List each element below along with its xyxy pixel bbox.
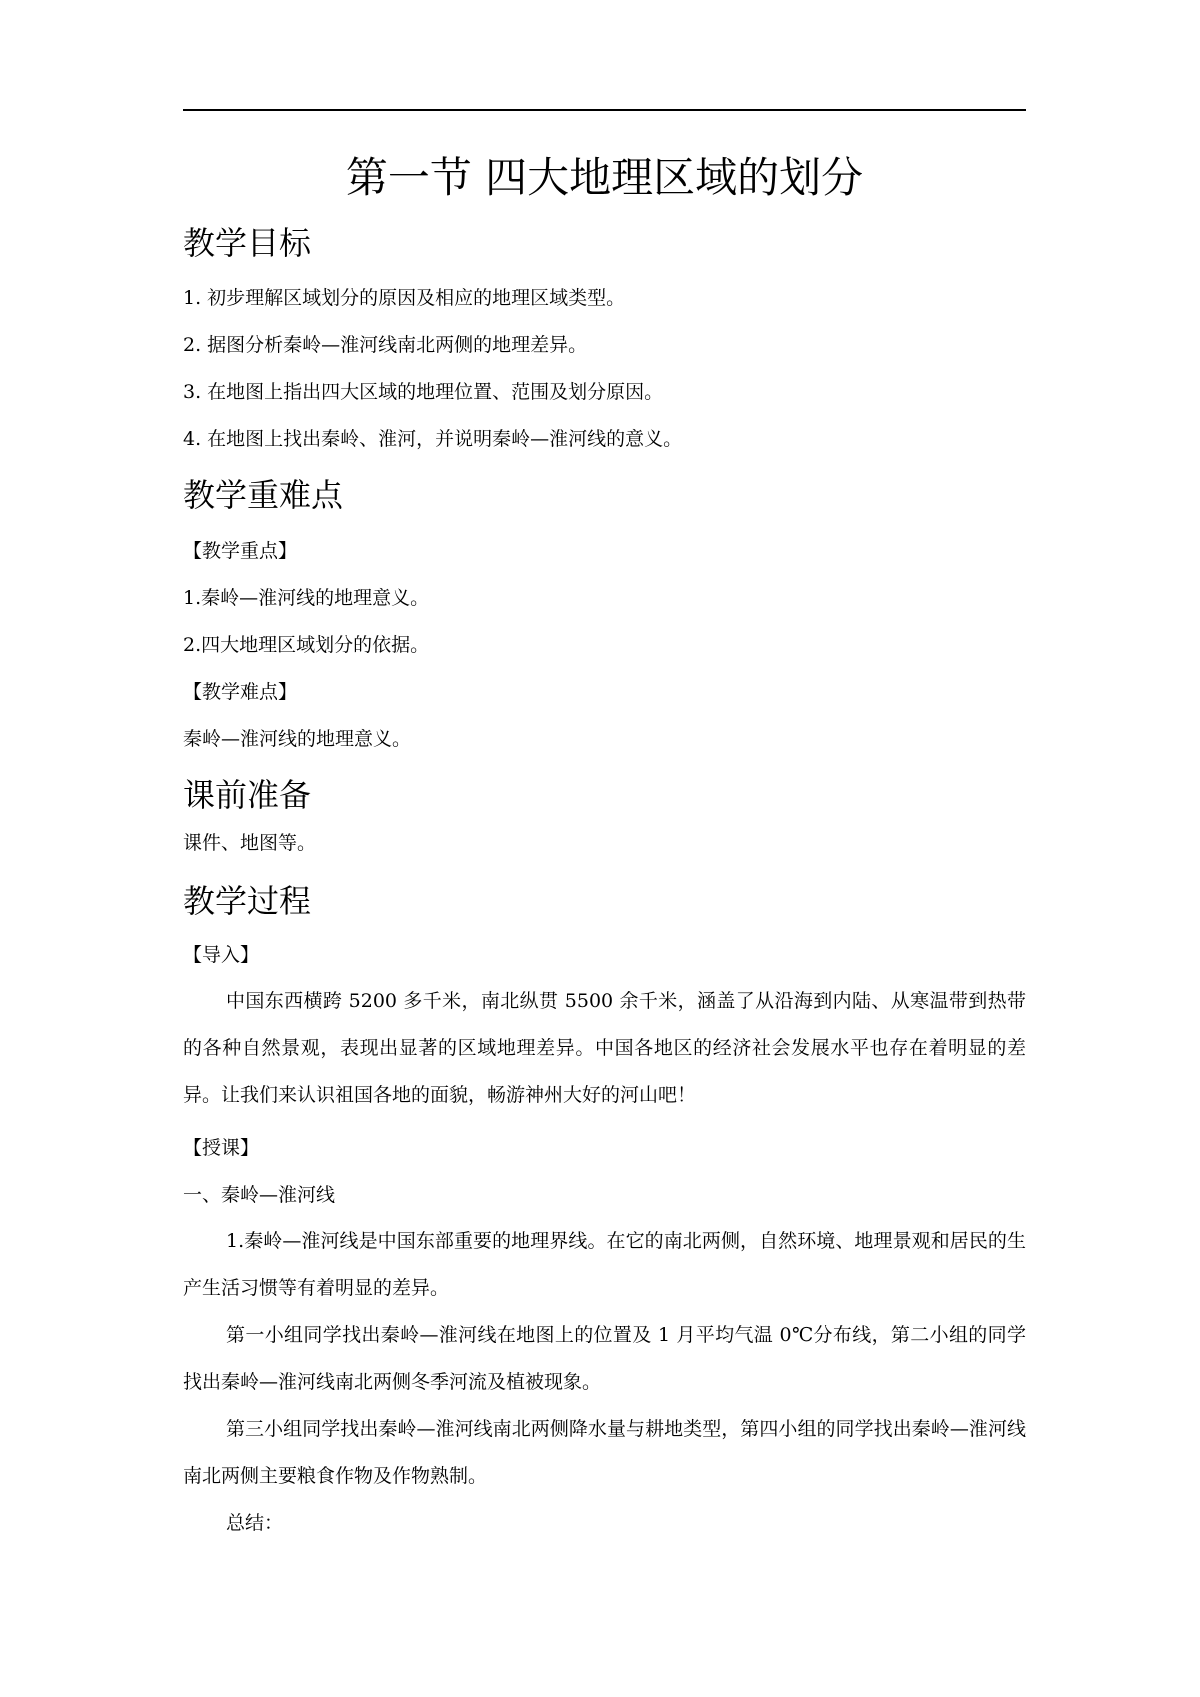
lesson-paragraph: 第三小组同学找出秦岭—淮河线南北两侧降水量与耕地类型，第四小组的同学找出秦岭—淮河线南北两侧主要粮食作物及作物熟制。 <box>183 1418 1026 1487</box>
header-rule <box>183 109 1026 111</box>
intro-label: 【导入】 <box>183 944 260 966</box>
key-point-item: 1.秦岭—淮河线的地理意义。 <box>183 587 430 609</box>
heading-objectives: 教学目标 <box>183 224 312 262</box>
heading-process: 教学过程 <box>183 882 312 920</box>
lesson-paragraph: 1.秦岭—淮河线是中国东部重要的地理界线。在它的南北两侧，自然环境、地理景观和居民的生产生活习惯等有着明显的差异。 <box>183 1230 1026 1299</box>
section-subheading: 一、秦岭—淮河线 <box>183 1184 336 1206</box>
key-point-item: 2.四大地理区域划分的依据。 <box>183 634 430 656</box>
page-title: 第一节 四大地理区域的划分 <box>345 153 864 202</box>
objective-item: 2. 据图分析秦岭—淮河线南北两侧的地理差异。 <box>183 334 588 356</box>
intro-paragraph: 中国东西横跨 5200 多千米，南北纵贯 5500 余千米，涵盖了从沿海到内陆、从寒温带到热带的各种自然景观，表现出显著的区域地理差异。中国各地区的经济社会发展水平也存在着明显的差异。让我们来认识祖国各地的面貌，畅游神州大好的河山吧！ <box>183 990 1026 1106</box>
difficult-point-item: 秦岭—淮河线的地理意义。 <box>183 728 412 750</box>
heading-preparation: 课前准备 <box>183 776 312 814</box>
objective-item: 4. 在地图上找出秦岭、淮河，并说明秦岭—淮河线的意义。 <box>183 428 683 450</box>
summary-label: 总结： <box>226 1512 284 1534</box>
lesson-label: 【授课】 <box>183 1137 260 1159</box>
lesson-paragraph: 第一小组同学找出秦岭—淮河线在地图上的位置及 1 月平均气温 0℃分布线，第二小组的同学找出秦岭—淮河线南北两侧冬季河流及植被现象。 <box>183 1324 1026 1393</box>
objective-item: 1. 初步理解区域划分的原因及相应的地理区域类型。 <box>183 287 626 309</box>
difficult-points-label: 【教学难点】 <box>183 681 298 703</box>
document-page <box>183 0 1026 1697</box>
preparation-text: 课件、地图等。 <box>183 832 317 854</box>
objective-item: 3. 在地图上指出四大区域的地理位置、范围及划分原因。 <box>183 381 664 403</box>
heading-key-points: 教学重难点 <box>183 476 344 514</box>
key-points-label: 【教学重点】 <box>183 540 298 562</box>
